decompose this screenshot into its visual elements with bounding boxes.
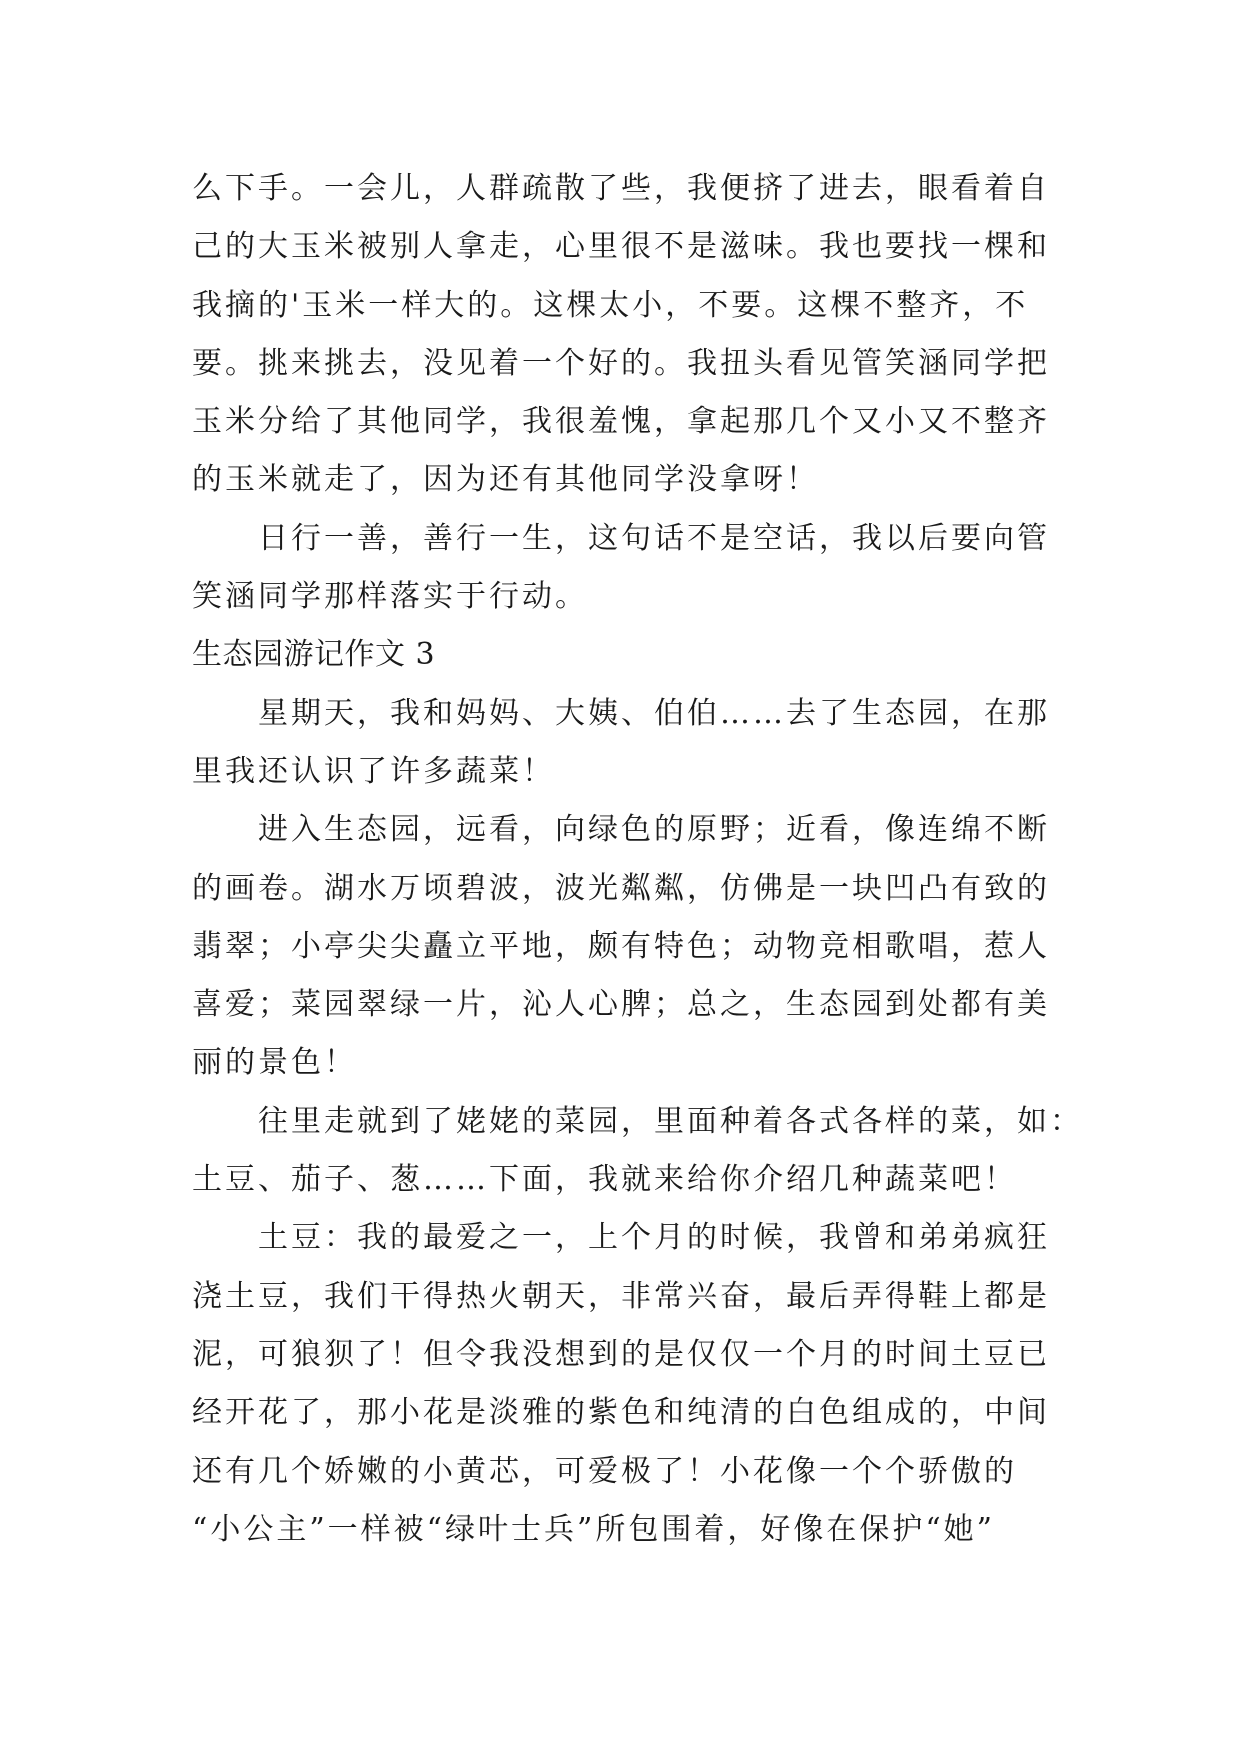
- text-line: 往里走就到了姥姥的菜园，里面种着各式各样的菜，如：: [258, 1103, 1083, 1139]
- text-line: 里我还认识了许多蔬菜！: [192, 753, 555, 789]
- text-line: 还有几个娇嫩的小黄芯，可爱极了！小花像一个个骄傲的: [192, 1453, 1017, 1489]
- text-line: 进入生态园，远看，向绿色的原野；近看，像连绵不断: [258, 812, 1050, 848]
- text-line: 浇土豆，我们干得热火朝天，非常兴奋，最后弄得鞋上都是: [192, 1278, 1050, 1314]
- text-line: 么下手。一会儿，人群疏散了些，我便挤了进去，眼看着自: [192, 171, 1050, 206]
- section-heading: 生态园游记作文 3: [192, 637, 436, 673]
- text-line: 喜爱；菜园翠绿一片，沁人心脾；总之，生态园到处都有美: [192, 987, 1050, 1023]
- text-line: 星期天，我和妈妈、大姨、伯伯……去了生态园，在那: [258, 695, 1050, 731]
- text-line: 的玉米就走了，因为还有其他同学没拿呀！: [192, 462, 819, 498]
- text-line: 笑涵同学那样落实于行动。: [192, 579, 588, 615]
- text-line: 日行一善，善行一生，这句话不是空话，我以后要向管: [258, 520, 1050, 556]
- text-line: 翡翠；小亭尖尖矗立平地，颇有特色；动物竞相歌唱，惹人: [192, 928, 1050, 964]
- text-line: 土豆、茄子、葱……下面，我就来给你介绍几种蔬菜吧！: [192, 1162, 1017, 1198]
- text-line: 经开花了，那小花是淡雅的紫色和纯清的白色组成的，中间: [192, 1395, 1050, 1431]
- text-line: 的画卷。湖水万顷碧波，波光粼粼，仿佛是一块凹凸有致的: [192, 870, 1050, 906]
- text-line: 泥，可狼狈了！但令我没想到的是仅仅一个月的时间土豆已: [192, 1336, 1050, 1372]
- text-line: “小公主”一样被“绿叶士兵”所包围着，好像在保护“她”: [192, 1511, 996, 1547]
- text-line: 我摘的'玉米一样大的。这棵太小，不要。这棵不整齐，不: [192, 287, 1029, 323]
- text-line: 丽的景色！: [192, 1045, 357, 1081]
- text-line: 土豆：我的最爱之一，上个月的时候，我曾和弟弟疯狂: [258, 1220, 1050, 1256]
- text-line: 玉米分给了其他同学，我很羞愧，拿起那几个又小又不整齐: [192, 404, 1050, 440]
- document-body: [192, 160, 1083, 1559]
- text-line: 己的大玉米被别人拿走，心里很不是滋味。我也要找一棵和: [192, 229, 1050, 265]
- text-line: 要。挑来挑去，没见着一个好的。我扭头看见管笑涵同学把: [192, 345, 1050, 381]
